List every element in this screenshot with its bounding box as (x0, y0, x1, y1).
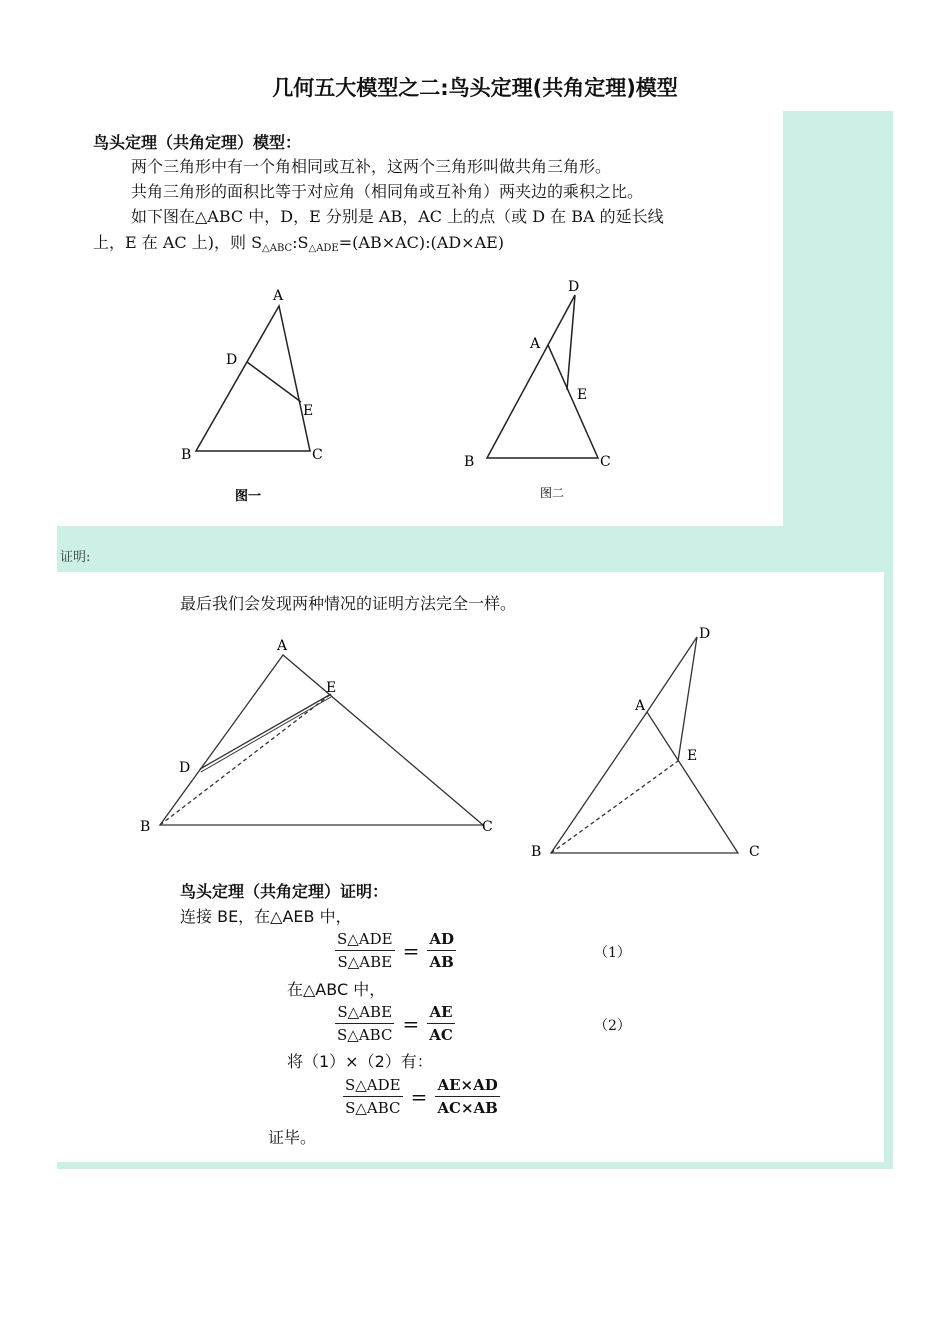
subscript-ade: △ADE (308, 243, 339, 254)
point-e-label: E (687, 748, 698, 764)
proof-step-3: 将（1）×（2）有： (287, 1052, 433, 1071)
point-a-label: A (530, 336, 541, 352)
figure-2-caption: 图二 (540, 486, 565, 500)
proof-step-1: 连接 BE，在△AEB 中， (180, 907, 352, 926)
point-c-label: C (749, 844, 760, 860)
eq2-den-right: AC (429, 1026, 453, 1044)
eq1-num-left: S△ADE (335, 930, 395, 951)
proof-heading: 鸟头定理（共角定理）证明： (180, 882, 389, 901)
proof-triangle-abc-1 (160, 655, 483, 825)
eq2-equals: = (402, 1011, 420, 1036)
segment-de-2 (567, 295, 575, 390)
eq1-tag: （1） (594, 945, 631, 961)
point-b-label: B (464, 454, 475, 470)
proof-figure-1 (135, 630, 505, 840)
point-a-label: A (273, 288, 284, 304)
point-d-label: D (226, 352, 238, 368)
intro-colon: :S (292, 233, 309, 252)
proof-label: 证明: (60, 550, 91, 565)
point-a-label: A (277, 638, 288, 654)
proof-segment-de-2 (678, 637, 697, 761)
proof-figure-2 (525, 620, 775, 865)
triangle-abc-1 (196, 306, 310, 451)
eq2-tag: （2） (594, 1018, 631, 1034)
intro-line-4 (93, 231, 504, 261)
point-d-label: D (179, 760, 191, 776)
proof-segment-de-1 (200, 694, 331, 769)
point-b-label: B (181, 447, 192, 463)
figure-1-triangle (170, 280, 370, 510)
eq1-equals: = (402, 938, 420, 963)
eq2-num-right: AE (427, 1003, 454, 1024)
intro-line-4-suffix: =(AB×AC):(AD×AE) (338, 233, 505, 252)
proof-segment-ad-2 (647, 637, 697, 712)
teal-side-panel (783, 111, 893, 531)
point-d-label: D (568, 279, 580, 295)
figure-2-triangle (455, 275, 635, 505)
proof-note: 最后我们会发现两种情况的证明方法完全一样。 (180, 594, 517, 613)
intro-line-2: 共角三角形的面积比等于对应角（相同角或互补角）两夹边的乘积之比。 (131, 182, 644, 201)
equation-2 (335, 1003, 455, 1044)
eq3-den-right: AC×AB (437, 1099, 498, 1117)
point-e-label: E (303, 403, 314, 419)
page-title: 几何五大模型之二:鸟头定理(共角定理)模型 (272, 76, 678, 100)
eq1-den-right: AB (429, 953, 454, 971)
point-b-label: B (140, 819, 151, 835)
point-c-label: C (312, 447, 323, 463)
point-b-label: B (531, 844, 542, 860)
proof-step-2: 在△ABC 中， (287, 980, 386, 999)
eq1-num-right: AD (427, 930, 456, 951)
eq3-num-left: S△ADE (343, 1076, 403, 1097)
figure-1-caption: 图一 (235, 489, 262, 504)
eq1-den-left: S△ABE (337, 953, 393, 971)
proof-end: 证毕。 (268, 1128, 317, 1147)
eq3-num-right: AE×AD (435, 1076, 499, 1097)
intro-line-1: 两个三角形中有一个角相同或互补，这两个三角形叫做共角三角形。 (131, 157, 612, 176)
point-c-label: C (600, 454, 611, 470)
point-e-label: E (577, 387, 588, 403)
equation-1 (335, 930, 456, 971)
proof-dashed-be-2 (551, 761, 678, 853)
eq2-num-left: S△ABE (335, 1003, 394, 1024)
point-a-label: A (635, 698, 646, 714)
intro-line-3: 如下图在△ABC 中，D，E 分别是 AB，AC 上的点（或 D 在 BA 的延长线 (131, 207, 664, 226)
proof-triangle-abc-2 (551, 712, 738, 853)
point-d-label: D (699, 626, 711, 642)
intro-heading: 鸟头定理（共角定理）模型： (93, 133, 302, 152)
point-e-label: E (326, 680, 337, 696)
point-c-label: C (482, 819, 493, 835)
subscript-abc: △ABC (262, 243, 293, 254)
intro-line-4-prefix: 上，E 在 AC 上)，则 S (93, 233, 263, 252)
eq3-den-left: S△ABC (345, 1099, 401, 1117)
eq3-equals: = (410, 1084, 428, 1109)
eq2-den-left: S△ABC (337, 1026, 393, 1044)
equation-3 (343, 1076, 500, 1117)
